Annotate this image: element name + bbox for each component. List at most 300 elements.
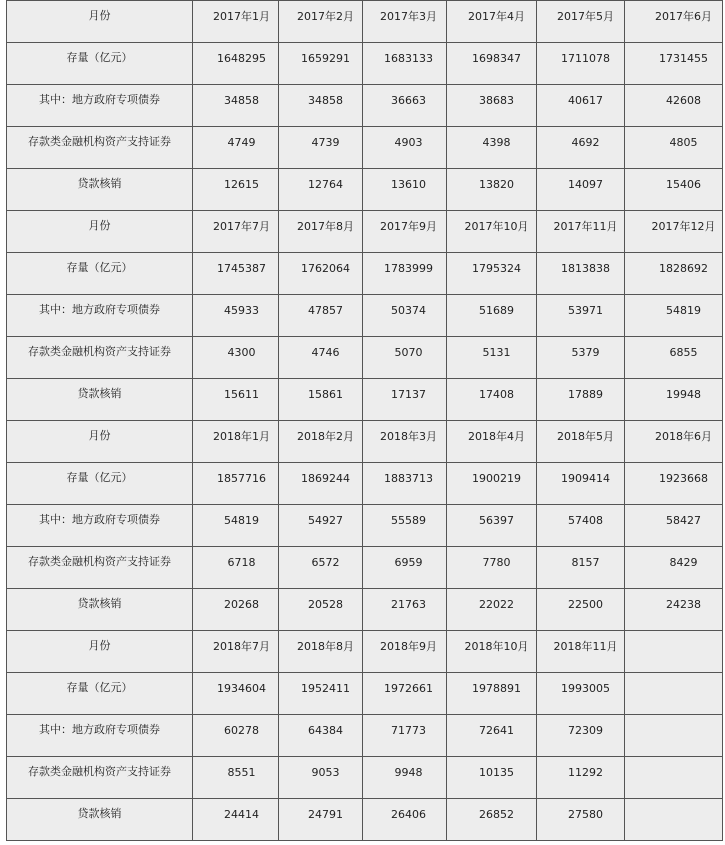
- value-cell: [279, 253, 363, 295]
- value-cell: [625, 337, 723, 379]
- month-header-cell: [537, 211, 625, 253]
- month-header-cell: [193, 631, 279, 673]
- row-label: [7, 631, 193, 673]
- value-cell: [447, 295, 537, 337]
- month-header-cell: [447, 211, 537, 253]
- value-cell: [193, 337, 279, 379]
- local-gov-bonds-row: [7, 505, 723, 547]
- row-label-text: 存款类金融机构资产支持证券: [28, 135, 171, 148]
- value-cell: [279, 547, 363, 589]
- value-cell: [279, 127, 363, 169]
- row-label-text: 月份: [88, 219, 111, 232]
- data-table: [6, 0, 723, 841]
- row-label-text: 存量（亿元）: [66, 51, 133, 64]
- value-cell: [537, 379, 625, 421]
- value-text: 1762064: [301, 262, 350, 275]
- value-cell: [193, 799, 279, 841]
- value-text: 8157: [571, 556, 600, 569]
- writeoff-row: [7, 379, 723, 421]
- row-label-text: 存款类金融机构资产支持证券: [28, 765, 171, 778]
- value-text: 24238: [666, 598, 701, 611]
- month-header-text: 2017年5月: [557, 10, 614, 23]
- value-text: [625, 673, 722, 682]
- value-cell: [447, 43, 537, 85]
- row-label: [7, 253, 193, 295]
- value-text: 5379: [571, 346, 600, 359]
- value-text: 7780: [482, 556, 511, 569]
- value-text: 4903: [394, 136, 423, 149]
- value-cell: [625, 715, 723, 757]
- value-text: 1683133: [384, 52, 433, 65]
- value-cell: [447, 757, 537, 799]
- month-header-text: 2018年1月: [213, 430, 270, 443]
- value-text: 6959: [394, 556, 423, 569]
- value-text: 6718: [227, 556, 256, 569]
- value-text: 24414: [224, 808, 259, 821]
- month-header-text: 2017年8月: [297, 220, 354, 233]
- value-text: 4692: [571, 136, 600, 149]
- value-text: 1909414: [561, 472, 610, 485]
- value-text: 1900219: [472, 472, 521, 485]
- writeoff-row: [7, 169, 723, 211]
- value-cell: [363, 547, 447, 589]
- month-header-text: 2017年12月: [651, 220, 716, 233]
- value-text: 12615: [224, 178, 259, 191]
- value-cell: [363, 253, 447, 295]
- value-text: 42608: [666, 94, 701, 107]
- value-cell: [625, 85, 723, 127]
- value-cell: [537, 127, 625, 169]
- value-text: 1978891: [472, 682, 521, 695]
- value-cell: [625, 505, 723, 547]
- month-header-cell: [279, 211, 363, 253]
- row-label: [7, 505, 193, 547]
- value-text: 54819: [666, 304, 701, 317]
- value-cell: [447, 169, 537, 211]
- value-cell: [537, 799, 625, 841]
- value-text: 1813838: [561, 262, 610, 275]
- abs-row: [7, 127, 723, 169]
- local-gov-bonds-row: [7, 715, 723, 757]
- value-cell: [279, 43, 363, 85]
- row-label-text: 贷款核销: [77, 807, 122, 820]
- value-cell: [279, 169, 363, 211]
- value-cell: [363, 127, 447, 169]
- value-text: 40617: [568, 94, 603, 107]
- value-cell: [625, 673, 723, 715]
- value-text: 54819: [224, 514, 259, 527]
- row-label-text: 贷款核销: [77, 177, 122, 190]
- stock-row: [7, 43, 723, 85]
- row-label-text: 存量（亿元）: [66, 681, 133, 694]
- row-label-text: 其中：地方政府专项债券: [39, 93, 160, 106]
- month-header-text: 2017年2月: [297, 10, 354, 23]
- month-header-cell: [363, 421, 447, 463]
- month-header-cell: [363, 1, 447, 43]
- value-cell: [193, 85, 279, 127]
- value-cell: [363, 85, 447, 127]
- value-cell: [363, 799, 447, 841]
- value-cell: [363, 673, 447, 715]
- value-text: 17137: [391, 388, 426, 401]
- value-cell: [625, 169, 723, 211]
- value-cell: [537, 253, 625, 295]
- month-header-text: 2017年10月: [464, 220, 529, 233]
- value-text: 1783999: [384, 262, 433, 275]
- value-text: 72309: [568, 724, 603, 737]
- stock-row: [7, 673, 723, 715]
- value-text: 1972661: [384, 682, 433, 695]
- value-text: 9053: [311, 766, 340, 779]
- value-text: 4398: [482, 136, 511, 149]
- row-label: [7, 43, 193, 85]
- row-label: [7, 673, 193, 715]
- month-header-text: 2017年3月: [380, 10, 437, 23]
- abs-row: [7, 757, 723, 799]
- value-text: 1795324: [472, 262, 521, 275]
- value-cell: [447, 337, 537, 379]
- value-cell: [193, 463, 279, 505]
- value-text: 21763: [391, 598, 426, 611]
- value-text: 1993005: [561, 682, 610, 695]
- value-cell: [537, 43, 625, 85]
- value-text: 34858: [224, 94, 259, 107]
- value-text: 4739: [311, 136, 340, 149]
- value-text: [625, 715, 722, 724]
- month-header-cell: [625, 421, 723, 463]
- month-header-text: 2018年4月: [468, 430, 525, 443]
- row-label: [7, 421, 193, 463]
- month-header-cell: [625, 1, 723, 43]
- value-text: 17408: [479, 388, 514, 401]
- month-row: [7, 211, 723, 253]
- month-header-cell: [279, 631, 363, 673]
- value-cell: [447, 253, 537, 295]
- value-text: 55589: [391, 514, 426, 527]
- row-label: [7, 379, 193, 421]
- month-header-text: 2018年11月: [553, 640, 618, 653]
- abs-row: [7, 547, 723, 589]
- month-header-text: 2017年4月: [468, 10, 525, 23]
- value-cell: [193, 589, 279, 631]
- value-cell: [279, 337, 363, 379]
- value-cell: [447, 715, 537, 757]
- value-text: 8551: [227, 766, 256, 779]
- value-cell: [537, 547, 625, 589]
- row-label-text: 月份: [88, 639, 111, 652]
- row-label-text: 月份: [88, 9, 111, 22]
- value-cell: [193, 43, 279, 85]
- month-header-cell: [193, 211, 279, 253]
- month-header-text: 2018年6月: [655, 430, 712, 443]
- value-text: 47857: [308, 304, 343, 317]
- value-text: 1934604: [217, 682, 266, 695]
- value-text: 17889: [568, 388, 603, 401]
- row-label-text: 存款类金融机构资产支持证券: [28, 345, 171, 358]
- value-text: [625, 757, 722, 766]
- value-text: 50374: [391, 304, 426, 317]
- value-cell: [625, 295, 723, 337]
- value-cell: [279, 799, 363, 841]
- value-cell: [363, 295, 447, 337]
- value-text: 15611: [224, 388, 259, 401]
- value-cell: [625, 757, 723, 799]
- month-header-text: 2017年7月: [213, 220, 270, 233]
- value-text: 6572: [311, 556, 340, 569]
- value-cell: [537, 337, 625, 379]
- row-label-text: 月份: [88, 429, 111, 442]
- value-cell: [193, 505, 279, 547]
- value-text: 60278: [224, 724, 259, 737]
- value-cell: [279, 85, 363, 127]
- row-label: [7, 211, 193, 253]
- value-cell: [447, 127, 537, 169]
- value-cell: [447, 85, 537, 127]
- value-text: 26406: [391, 808, 426, 821]
- month-header-text: 2018年9月: [380, 640, 437, 653]
- value-text: 11292: [568, 766, 603, 779]
- value-cell: [537, 463, 625, 505]
- value-text: 4749: [227, 136, 256, 149]
- value-text: 15406: [666, 178, 701, 191]
- month-header-text: 2017年9月: [380, 220, 437, 233]
- value-cell: [537, 589, 625, 631]
- month-header-cell: [447, 421, 537, 463]
- value-cell: [363, 757, 447, 799]
- value-text: 1731455: [659, 52, 708, 65]
- value-cell: [193, 295, 279, 337]
- writeoff-row: [7, 589, 723, 631]
- month-header-cell: [363, 631, 447, 673]
- month-header-cell: [363, 211, 447, 253]
- month-header-text: 2017年6月: [655, 10, 712, 23]
- value-text: 36663: [391, 94, 426, 107]
- value-text: 38683: [479, 94, 514, 107]
- value-cell: [447, 505, 537, 547]
- value-cell: [625, 799, 723, 841]
- value-text: 14097: [568, 178, 603, 191]
- month-header-cell: [447, 1, 537, 43]
- stock-row: [7, 463, 723, 505]
- value-cell: [447, 463, 537, 505]
- value-text: 1857716: [217, 472, 266, 485]
- row-label-text: 存量（亿元）: [66, 471, 133, 484]
- value-text: 22500: [568, 598, 603, 611]
- month-header-cell: [537, 631, 625, 673]
- month-row: [7, 1, 723, 43]
- value-cell: [193, 673, 279, 715]
- month-header-text: [625, 631, 722, 640]
- month-header-text: 2017年1月: [213, 10, 270, 23]
- row-label: [7, 547, 193, 589]
- row-label: [7, 715, 193, 757]
- value-text: 1952411: [301, 682, 350, 695]
- value-text: 20528: [308, 598, 343, 611]
- value-cell: [625, 547, 723, 589]
- value-text: 5131: [482, 346, 511, 359]
- value-text: 1745387: [217, 262, 266, 275]
- row-label: [7, 337, 193, 379]
- value-cell: [279, 295, 363, 337]
- value-cell: [537, 169, 625, 211]
- value-text: 4300: [227, 346, 256, 359]
- value-cell: [363, 715, 447, 757]
- value-text: 1923668: [659, 472, 708, 485]
- value-cell: [363, 169, 447, 211]
- writeoff-row: [7, 799, 723, 841]
- row-label: [7, 169, 193, 211]
- row-label-text: 贷款核销: [77, 597, 122, 610]
- value-cell: [193, 757, 279, 799]
- month-header-cell: [279, 421, 363, 463]
- value-cell: [193, 715, 279, 757]
- value-cell: [363, 463, 447, 505]
- month-header-cell: [193, 1, 279, 43]
- value-text: 56397: [479, 514, 514, 527]
- value-cell: [193, 253, 279, 295]
- row-label: [7, 85, 193, 127]
- value-cell: [537, 85, 625, 127]
- value-text: 12764: [308, 178, 343, 191]
- value-cell: [279, 589, 363, 631]
- month-header-cell: [193, 421, 279, 463]
- month-row: [7, 421, 723, 463]
- month-header-text: 2018年10月: [464, 640, 529, 653]
- value-text: 22022: [479, 598, 514, 611]
- month-header-text: 2018年8月: [297, 640, 354, 653]
- value-text: 4746: [311, 346, 340, 359]
- value-text: 19948: [666, 388, 701, 401]
- value-cell: [447, 379, 537, 421]
- value-text: 27580: [568, 808, 603, 821]
- value-text: 51689: [479, 304, 514, 317]
- value-text: 57408: [568, 514, 603, 527]
- value-text: 45933: [224, 304, 259, 317]
- value-cell: [279, 757, 363, 799]
- row-label-text: 其中：地方政府专项债券: [39, 303, 160, 316]
- value-cell: [537, 715, 625, 757]
- value-text: 1698347: [472, 52, 521, 65]
- value-text: [625, 799, 722, 808]
- value-cell: [537, 505, 625, 547]
- row-label: [7, 127, 193, 169]
- month-header-text: 2018年7月: [213, 640, 270, 653]
- row-label-text: 存量（亿元）: [66, 261, 133, 274]
- row-label: [7, 463, 193, 505]
- value-cell: [625, 253, 723, 295]
- value-cell: [363, 43, 447, 85]
- value-text: 4805: [669, 136, 698, 149]
- local-gov-bonds-row: [7, 85, 723, 127]
- value-text: 9948: [394, 766, 423, 779]
- value-cell: [625, 589, 723, 631]
- local-gov-bonds-row: [7, 295, 723, 337]
- value-text: 13820: [479, 178, 514, 191]
- value-cell: [537, 295, 625, 337]
- value-text: 1828692: [659, 262, 708, 275]
- row-label: [7, 295, 193, 337]
- value-text: 15861: [308, 388, 343, 401]
- row-label-text: 贷款核销: [77, 387, 122, 400]
- abs-row: [7, 337, 723, 379]
- value-text: 1659291: [301, 52, 350, 65]
- value-cell: [625, 463, 723, 505]
- value-text: 64384: [308, 724, 343, 737]
- value-text: 1883713: [384, 472, 433, 485]
- value-cell: [537, 757, 625, 799]
- row-label: [7, 589, 193, 631]
- value-text: 24791: [308, 808, 343, 821]
- value-text: 26852: [479, 808, 514, 821]
- month-header-cell: [625, 631, 723, 673]
- row-label: [7, 1, 193, 43]
- value-cell: [193, 127, 279, 169]
- value-text: 1711078: [561, 52, 610, 65]
- value-cell: [447, 673, 537, 715]
- value-cell: [625, 127, 723, 169]
- month-header-text: 2018年2月: [297, 430, 354, 443]
- month-header-text: 2018年3月: [380, 430, 437, 443]
- value-cell: [625, 43, 723, 85]
- value-cell: [447, 799, 537, 841]
- row-label: [7, 757, 193, 799]
- value-text: 5070: [394, 346, 423, 359]
- month-row: [7, 631, 723, 673]
- value-text: 1869244: [301, 472, 350, 485]
- table-body: [7, 1, 723, 841]
- value-text: 53971: [568, 304, 603, 317]
- row-label-text: 存款类金融机构资产支持证券: [28, 555, 171, 568]
- value-cell: [363, 337, 447, 379]
- value-text: 54927: [308, 514, 343, 527]
- month-header-cell: [537, 421, 625, 463]
- month-header-cell: [279, 1, 363, 43]
- value-cell: [447, 547, 537, 589]
- month-header-cell: [447, 631, 537, 673]
- row-label-text: 其中：地方政府专项债券: [39, 723, 160, 736]
- row-label-text: 其中：地方政府专项债券: [39, 513, 160, 526]
- month-header-text: 2017年11月: [553, 220, 618, 233]
- value-cell: [537, 673, 625, 715]
- value-text: 20268: [224, 598, 259, 611]
- row-label: [7, 799, 193, 841]
- value-text: 34858: [308, 94, 343, 107]
- value-cell: [625, 379, 723, 421]
- value-cell: [193, 547, 279, 589]
- value-text: 71773: [391, 724, 426, 737]
- value-text: 72641: [479, 724, 514, 737]
- value-text: 58427: [666, 514, 701, 527]
- value-cell: [193, 379, 279, 421]
- value-text: 1648295: [217, 52, 266, 65]
- month-header-cell: [625, 211, 723, 253]
- value-cell: [447, 589, 537, 631]
- value-cell: [279, 505, 363, 547]
- value-text: 8429: [669, 556, 698, 569]
- value-cell: [363, 379, 447, 421]
- value-text: 10135: [479, 766, 514, 779]
- month-header-text: 2018年5月: [557, 430, 614, 443]
- value-cell: [193, 169, 279, 211]
- value-cell: [279, 379, 363, 421]
- month-header-cell: [537, 1, 625, 43]
- value-text: 13610: [391, 178, 426, 191]
- value-cell: [279, 673, 363, 715]
- value-cell: [363, 505, 447, 547]
- value-cell: [363, 589, 447, 631]
- stock-row: [7, 253, 723, 295]
- value-cell: [279, 463, 363, 505]
